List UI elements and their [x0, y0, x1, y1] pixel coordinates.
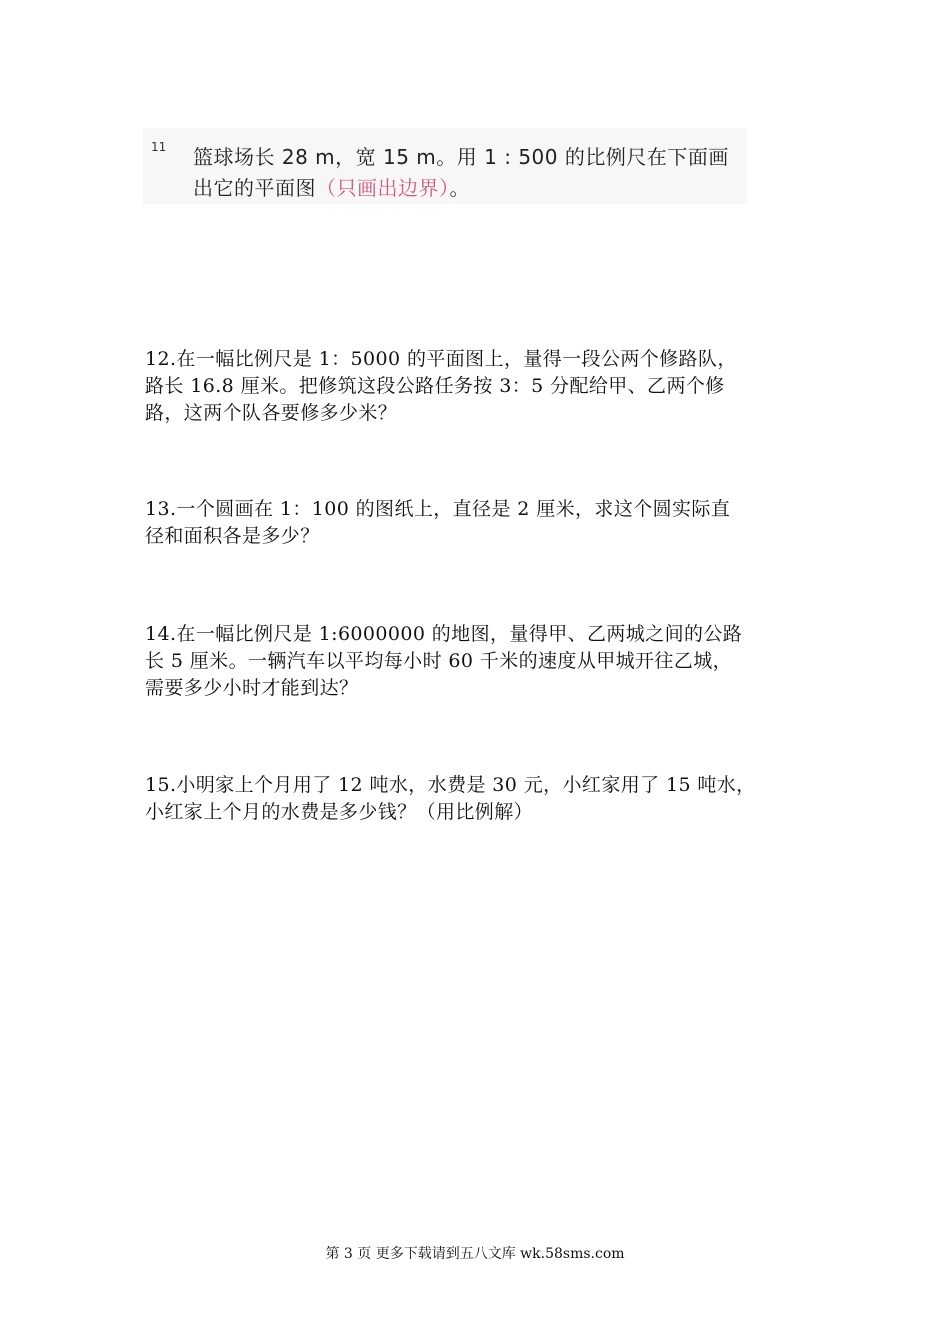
question-12-line: 12.在一幅比例尺是 1：5000 的平面图上，量得一段公两个修路队，: [145, 348, 737, 370]
question-11-line-2-end: 。: [449, 176, 470, 200]
question-11-image: [143, 128, 747, 204]
question-12-line: 路，这两个队各要修多少米？: [145, 402, 398, 424]
question-13-line: 径和面积各是多少？: [145, 525, 320, 547]
question-12: [145, 346, 845, 427]
question-15-line: 15.小明家上个月用了 12 吨水，水费是 30 元，小红家用了 15 吨水，: [145, 774, 756, 796]
page-footer: 第 3 页 更多下载请到五八文库 wk.58sms.com: [325, 1246, 625, 1262]
question-14: [145, 621, 845, 702]
question-15-line: 小红家上个月的水费是多少钱？（用比例解）: [145, 801, 534, 823]
question-14-line: 14.在一幅比例尺是 1:6000000 的地图，量得甲、乙两城之间的公路: [145, 623, 743, 645]
question-11-line-1: 篮球场长 28 m，宽 15 m。用 1 : 500 的比例尺在下面画: [193, 145, 729, 169]
question-11-number: 11: [151, 140, 167, 154]
question-11-hint: （只画出边界）: [316, 176, 450, 200]
question-14-line: 需要多少小时才能到达？: [145, 677, 359, 699]
question-14-line: 长 5 厘米。一辆汽车以平均每小时 60 千米的速度从甲城开往乙城，: [145, 650, 733, 672]
question-15: [145, 772, 845, 826]
question-13-line: 13.一个圆画在 1：100 的图纸上，直径是 2 厘米，求这个圆实际直: [145, 498, 731, 520]
question-12-line: 路长 16.8 厘米。把修筑这段公路任务按 3：5 分配给甲、乙两个修: [145, 375, 725, 397]
question-13: [145, 496, 845, 550]
question-11-line-2: [193, 172, 470, 201]
question-11-line-2-main: 出它的平面图: [193, 176, 316, 200]
